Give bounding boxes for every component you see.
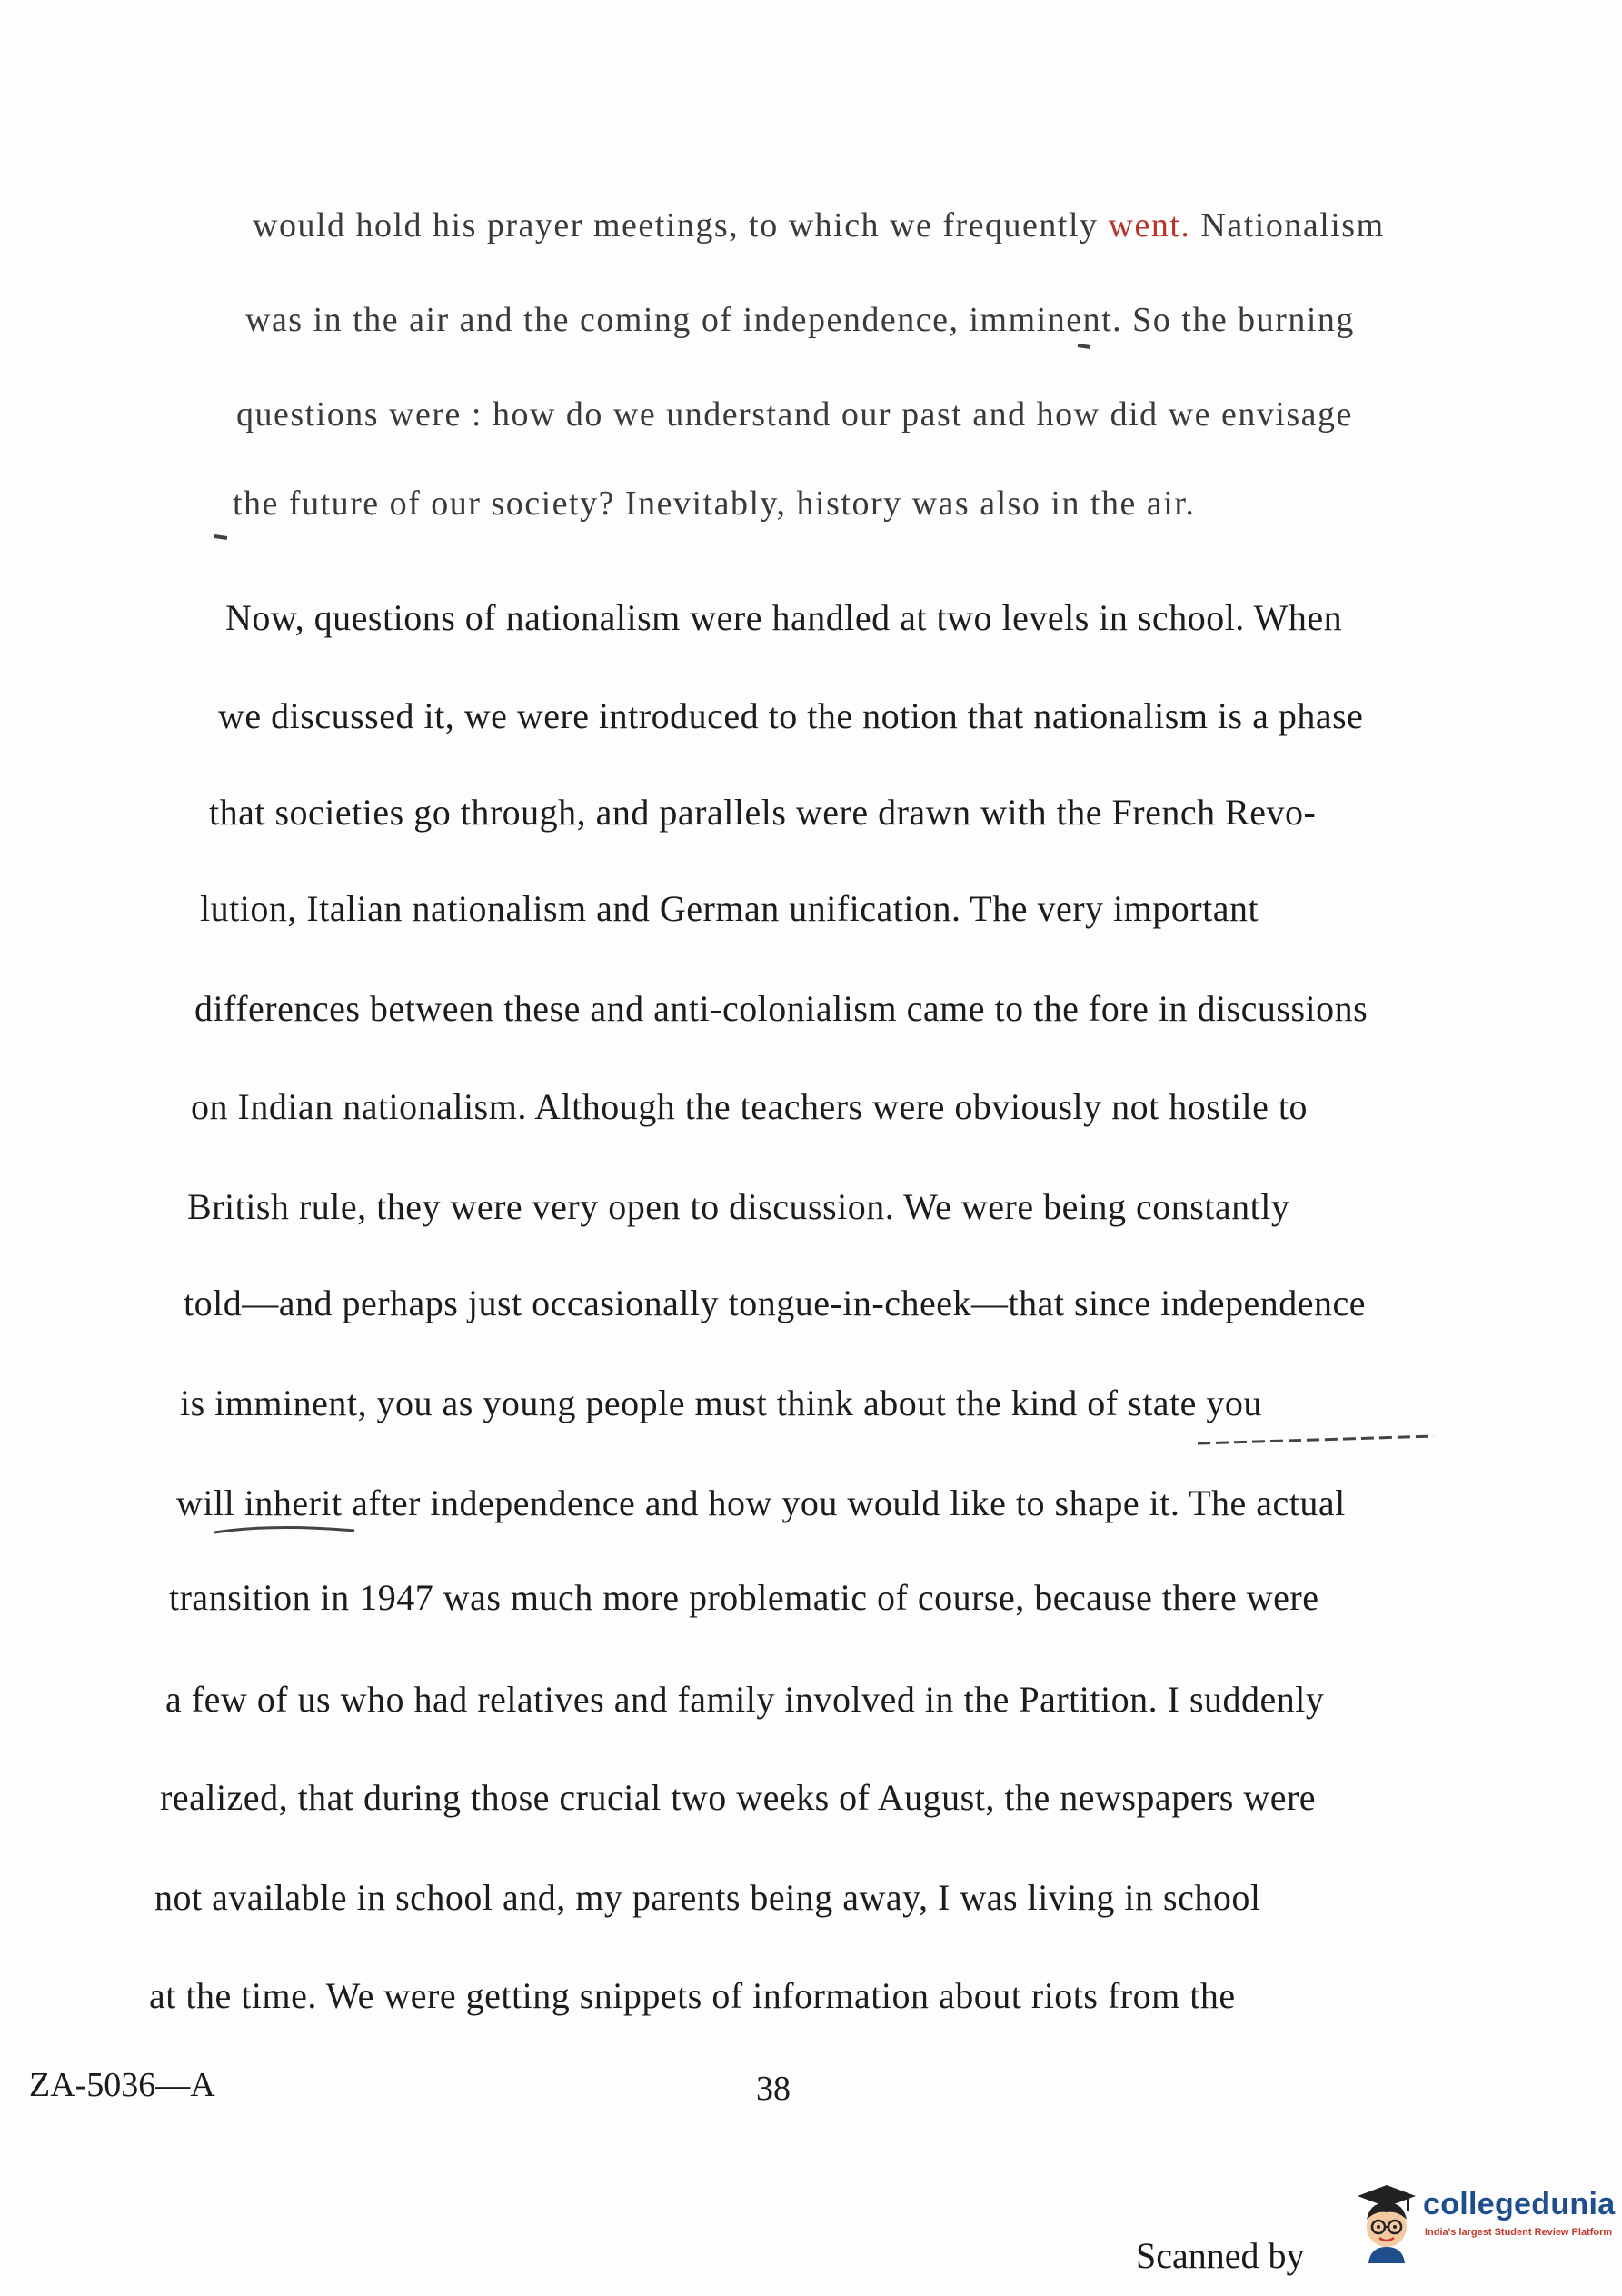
stray-mark xyxy=(1078,345,1090,347)
text-line: we discussed it, we were introduced to the notion that nationalism is a phase xyxy=(218,695,1364,736)
text-line: at the time. We were getting snippets of information about riots from the xyxy=(149,1975,1236,2016)
text-line-part: would hold his prayer meetings, to which we frequently xyxy=(253,206,1109,245)
text-line: not available in school and, my parents being away, I was living in school xyxy=(154,1877,1261,1918)
text-line: was in the air and the coming of independence, imminent. So the burning xyxy=(245,301,1355,339)
text-line: British rule, they were very open to discussion. We were being constantly xyxy=(187,1186,1290,1227)
mascot-logo-icon xyxy=(1352,2180,1421,2267)
text-line: the future of our society? Inevitably, history was also in the air. xyxy=(233,484,1196,523)
text-line: a few of us who had relatives and family involved in the Partition. I suddenly xyxy=(165,1679,1325,1720)
text-line: told—and perhaps just occasionally tongue-in-cheek—that since independence xyxy=(184,1283,1367,1323)
document-code: ZA-5036—A xyxy=(29,2066,215,2104)
text-line: differences between these and anti-colonialism came to the fore in discussions xyxy=(194,988,1368,1029)
text-line: Now, questions of nationalism were handled at two levels in school. When xyxy=(225,597,1343,638)
text-line: that societies go through, and parallels were drawn with the French Revo- xyxy=(209,792,1317,833)
text-line: lution, Italian nationalism and German unification. The very important xyxy=(200,888,1259,929)
text-line: on Indian nationalism. Although the teachers were obviously not hostile to xyxy=(191,1086,1309,1127)
brand-tagline: India's largest Student Review Platform xyxy=(1425,2227,1613,2238)
highlighted-word: went. xyxy=(1108,206,1191,245)
underline-mark xyxy=(1198,1436,1434,1443)
text-line: will inherit after independence and how you would like to shape it. The actual xyxy=(176,1482,1346,1523)
text-line: transition in 1947 was much more problematic of course, because there were xyxy=(169,1577,1319,1618)
brand-watermark xyxy=(1352,2180,1616,2289)
text-line: questions were : how do we understand our past and how did we envisage xyxy=(236,395,1353,434)
underline-mark xyxy=(214,1527,354,1532)
brand-name: collegedunia xyxy=(1423,2187,1616,2221)
page-number: 38 xyxy=(756,2070,791,2108)
stray-mark xyxy=(214,536,227,538)
text-line: realized, that during those crucial two weeks of August, the newspapers were xyxy=(160,1777,1317,1818)
text-line-part: Nationalism xyxy=(1190,206,1385,245)
scanned-by-label: Scanned by xyxy=(1136,2235,1305,2276)
text-line: is imminent, you as young people must think about the kind of state you xyxy=(180,1383,1262,1423)
